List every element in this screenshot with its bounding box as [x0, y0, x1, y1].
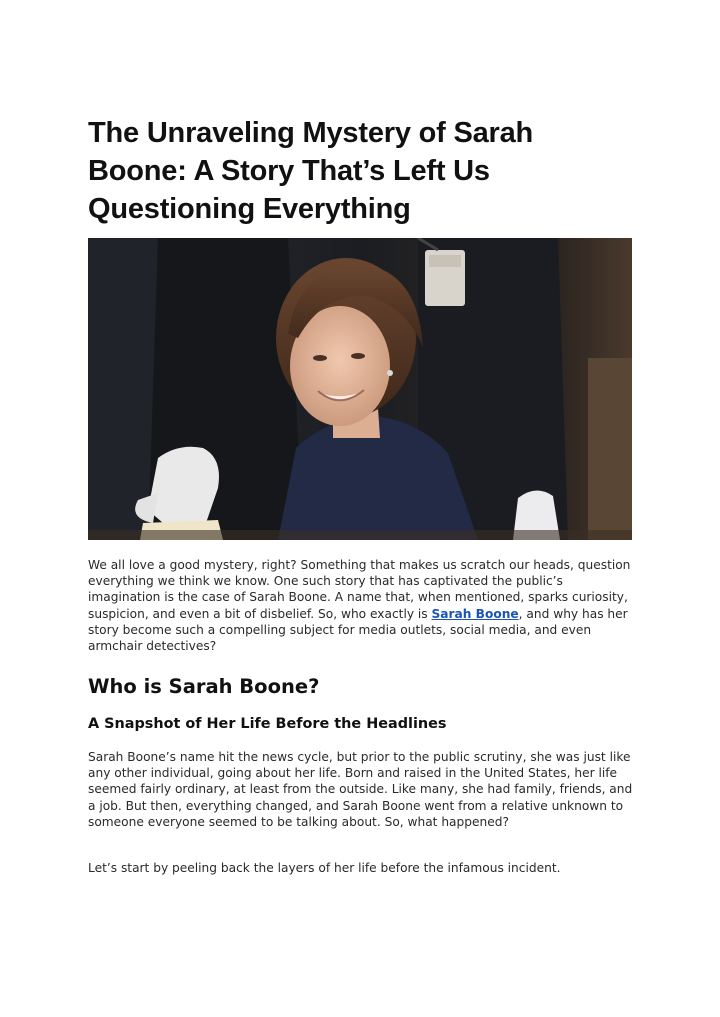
intro-text-after: , and why has her story become such a compelling subject for media outlets, social media, and even armchair detectives?: [88, 606, 628, 654]
hero-photo: [88, 238, 632, 540]
body-paragraph-2: Let’s start by peeling back the layers of her life before the infamous incident.: [88, 861, 561, 875]
sarah-boone-link[interactable]: Sarah Boone: [431, 606, 519, 621]
body-paragraph-1: Sarah Boone’s name hit the news cycle, but prior to the public scrutiny, she was just like any other individual, going about her life. Born and raised in the United States, her life seemed fairly ordinary, at least from the outside. Like many, she had family, friends, and a job. But then, everything changed, and Sarah Boone went from a relative unknown to someone everyone seemed to be talking about. So, what happened?: [88, 750, 633, 829]
intro-paragraph: [88, 557, 636, 654]
article-title: The Unraveling Mystery of Sarah Boone: A Story That’s Left Us Questioning Everything: [88, 117, 534, 225]
section-heading: Who is Sarah Boone?: [88, 675, 320, 698]
intro-text-before: We all love a good mystery, right? Something that makes us scratch our heads, question everything we think we know. One such story that has captivated the public’s imagination is the case of Sarah Boone. A name that, when mentioned, sparks curiosity, suspicion, and even a bit of disbelief. So, who exactly is: [88, 558, 631, 621]
subsection-heading: A Snapshot of Her Life Before the Headlines: [88, 716, 447, 732]
